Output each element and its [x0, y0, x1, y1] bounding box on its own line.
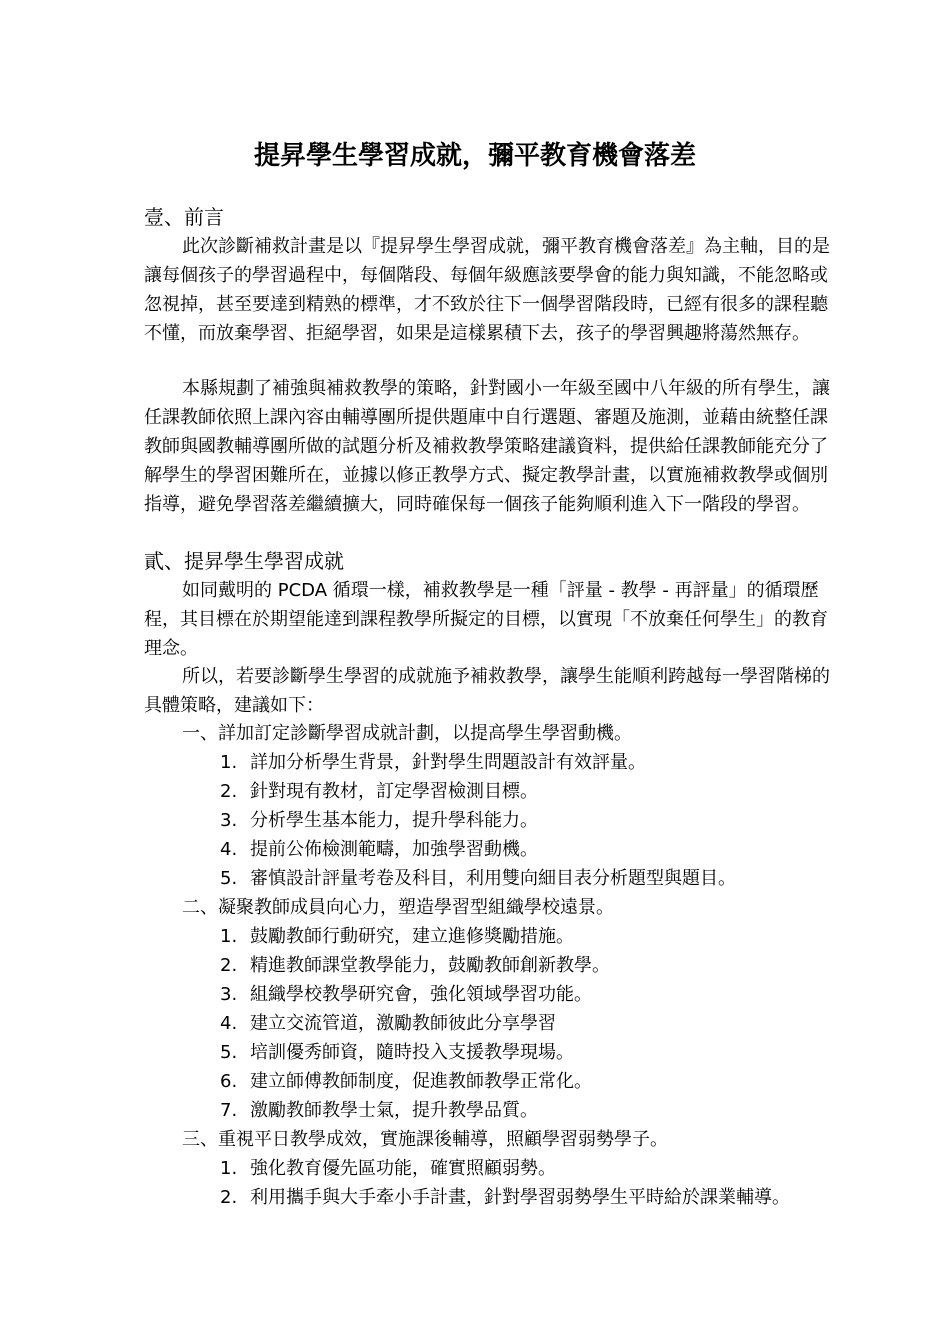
list-item [220, 835, 538, 864]
list-number: 2. [220, 1187, 238, 1208]
section-heading-improve: 貳、提昇學生學習成就 [144, 549, 344, 573]
list-item [220, 806, 538, 835]
paragraph: 此次診斷補救計畫是以『提昇學生學習成就，彌平教育機會落差』為主軸，目的是讓每個孩子的學習過程中，每個階段、每個年級應該要學會的能力與知識，不能忽略或忽視掉，甚至要達到精熟的標準，才不致於往下一個學習階段時，已經有很多的課程聽不懂，而放棄學習、拒絕學習，如果是這樣累積下去，孩子的學習興趣將蕩然無存。 [144, 236, 830, 344]
list-item [220, 1067, 592, 1096]
strategy-heading: 三、重視平日教學成效，實施課後輔導，照顧學習弱勢學子。 [182, 1129, 668, 1150]
list-text: 建立師傅教師制度，促進教師教學正常化。 [250, 1071, 592, 1092]
list-item [220, 1038, 574, 1067]
list-number: 1. [220, 752, 238, 773]
list-item [220, 748, 646, 777]
list-text: 建立交流管道，激勵教師彼此分享學習 [250, 1013, 556, 1034]
list-text: 針對現有教材，訂定學習檢測目標。 [250, 781, 538, 802]
paragraph: 如同戴明的 PCDA 循環一樣，補救教學是一種「評量 - 教學 - 再評量」的循環歷程，其目標在於期望能達到課程教學所擬定的目標，以實現「不放棄任何學生」的教育理念。 [144, 580, 828, 659]
list-number: 2. [220, 955, 238, 976]
strategy-heading: 一、詳加訂定診斷學習成就計劃，以提高學生學習動機。 [182, 723, 632, 744]
list-text: 鼓勵教師行動研究，建立進修獎勵措施。 [250, 926, 574, 947]
list-text: 審慎設計評量考卷及科目，利用雙向細目表分析題型與題目。 [250, 868, 736, 889]
list-text: 提前公佈檢測範疇，加強學習動機。 [250, 839, 538, 860]
list-number: 5. [220, 1042, 238, 1063]
list-item [220, 777, 538, 806]
list-text: 分析學生基本能力，提升學科能力。 [250, 810, 538, 831]
list-number: 4. [220, 839, 238, 860]
list-text: 強化教育優先區功能，確實照顧弱勢。 [250, 1158, 556, 1179]
list-number: 7. [220, 1100, 238, 1121]
list-text: 精進教師課堂教學能力，鼓勵教師創新教學。 [250, 955, 610, 976]
list-number: 4. [220, 1013, 238, 1034]
paragraph: 所以，若要診斷學生學習的成就施予補救教學，讓學生能順利跨越每一學習階梯的具體策略，建議如下： [144, 666, 830, 716]
strategy-heading: 二、凝聚教師成員向心力，塑造學習型組織學校遠景。 [182, 897, 614, 918]
list-text: 培訓優秀師資，隨時投入支援教學現場。 [250, 1042, 574, 1063]
list-item [220, 864, 736, 893]
list-number: 6. [220, 1071, 238, 1092]
list-text: 組織學校教學研究會，強化領域學習功能。 [250, 984, 592, 1005]
list-item [220, 1096, 538, 1125]
list-number: 3. [220, 984, 238, 1005]
list-text: 激勵教師教學士氣，提升教學品質。 [250, 1100, 538, 1121]
list-item [220, 1009, 556, 1038]
list-number: 2. [220, 781, 238, 802]
list-item [220, 980, 592, 1009]
section-heading-preface: 壹、前言 [144, 205, 224, 229]
list-text: 利用攜手與大手牽小手計畫，針對學習弱勢學生平時給於課業輔導。 [250, 1187, 790, 1208]
paragraph: 本縣規劃了補強與補救教學的策略，針對國小一年級至國中八年級的所有學生，讓任課教師依照上課內容由輔導團所提供題庫中自行選題、審題及施測，並藉由統整任課教師與國教輔導團所做的試題分析及補救教學策略建議資料，提供給任課教師能充分了解學生的學習困難所在，並據以修正教學方式、擬定教學計畫，以實施補救教學或個別指導，避免學習落差繼續擴大，同時確保每一個孩子能夠順利進入下一階段的學習。 [144, 378, 830, 515]
list-item [220, 922, 574, 951]
list-text: 詳加分析學生背景，針對學生問題設計有效評量。 [250, 752, 646, 773]
list-number: 3. [220, 810, 238, 831]
list-item [220, 1154, 556, 1183]
document-title: 提昇學生學習成就，彌平教育機會落差 [253, 141, 696, 171]
list-number: 5. [220, 868, 238, 889]
list-item [220, 951, 610, 980]
list-number: 1. [220, 926, 238, 947]
list-number: 1. [220, 1158, 238, 1179]
list-item [220, 1183, 790, 1212]
